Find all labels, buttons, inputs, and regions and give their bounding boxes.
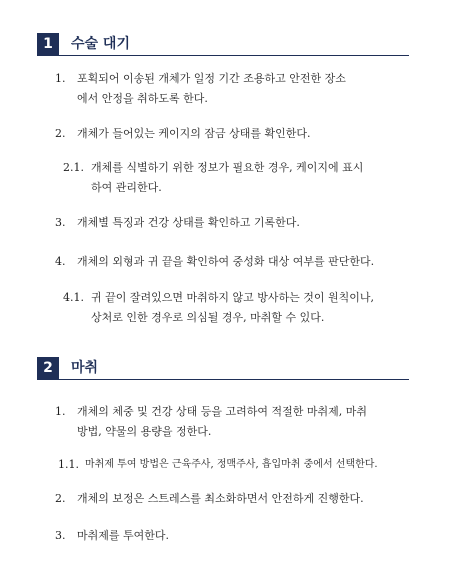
- item-text-line: 개체의 외형과 귀 끝을 확인하여 중성화 대상 여부를 판단한다.: [77, 255, 375, 268]
- item-number: 3.: [55, 529, 66, 542]
- item-number: 4.: [55, 255, 66, 268]
- item-number: 3.: [55, 216, 66, 229]
- item-text-line: 개체별 특징과 건강 상태를 확인하고 기록한다.: [77, 216, 300, 229]
- list-item-1-4-1: [63, 288, 374, 328]
- list-item-2-1-1: [58, 455, 378, 475]
- item-number: 1.: [55, 72, 66, 85]
- list-item-2-2: [55, 489, 364, 509]
- list-item-2-1: [55, 402, 367, 442]
- section-header-1: [37, 33, 409, 56]
- item-number: 1.1.: [58, 458, 79, 471]
- item-number: 2.: [55, 127, 66, 140]
- item-text-line: 하여 관리한다.: [91, 181, 162, 194]
- section-title: 수술 대기: [71, 36, 130, 52]
- item-text-line: 방법, 약물의 용량을 정한다.: [77, 425, 212, 438]
- item-text-line: 귀 끝이 잘려있으면 마취하지 않고 방사하는 것이 원칙이나,: [91, 291, 374, 304]
- item-text-line: 마취제 투여 방법은 근육주사, 정맥주사, 흡입마취 중에서 선택한다.: [85, 459, 378, 470]
- item-text-line: 개체가 들어있는 케이지의 잠금 상태를 확인한다.: [77, 127, 311, 140]
- item-text-line: 마취제를 투여한다.: [77, 529, 170, 542]
- item-text-line: 포획되어 이송된 개체가 일정 기간 조용하고 안전한 장소: [77, 72, 346, 85]
- item-number: 4.1.: [63, 291, 84, 304]
- item-text-line: 상처로 인한 경우로 의심될 경우, 마취할 수 있다.: [91, 311, 325, 324]
- item-text-line: 개체를 식별하기 위한 정보가 필요한 경우, 케이지에 표시: [91, 161, 364, 174]
- list-item-1-2-1: [63, 158, 363, 198]
- section-header-2: [37, 357, 409, 380]
- section-number-badge: 1: [37, 33, 59, 55]
- list-item-1-3: [55, 213, 300, 233]
- item-text-line: 개체의 체중 및 건강 상태 등을 고려하여 적절한 마취제, 마취: [77, 405, 367, 418]
- item-number: 2.1.: [63, 161, 84, 174]
- item-text-line: 에서 안정을 취하도록 한다.: [77, 92, 208, 105]
- list-item-2-3: [55, 526, 169, 546]
- section-title: 마취: [71, 360, 99, 376]
- item-text-line: 개체의 보정은 스트레스를 최소화하면서 안전하게 진행한다.: [77, 492, 364, 505]
- list-item-1-2: [55, 124, 311, 144]
- list-item-1-4: [55, 252, 374, 272]
- section-number-badge: 2: [37, 357, 59, 379]
- item-number: 1.: [55, 405, 66, 418]
- list-item-1-1: [55, 69, 346, 109]
- item-number: 2.: [55, 492, 66, 505]
